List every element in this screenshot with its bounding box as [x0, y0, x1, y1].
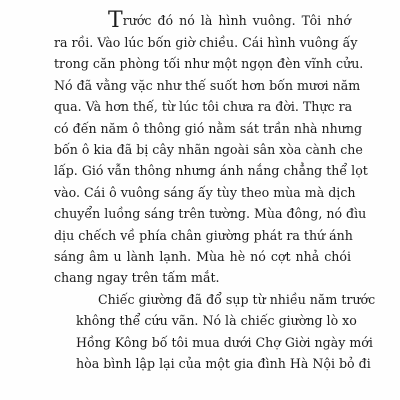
text-line: có đến năm ô thông gió nằm sát trần nhà nhưng — [54, 120, 363, 136]
text-line: không thể cứu vãn. Nó là chiếc giường lò xo — [76, 313, 357, 329]
text-line: lấp. Gió vẫn thông nhưng ánh nắng chẳng thể lọt — [54, 163, 368, 179]
text-line: Hồng Kông bố tôi mua dưới Chợ Giời ngày mới — [76, 334, 373, 350]
line-text: rước đó nó là hình vuông. Tôi nhớ — [122, 13, 351, 28]
text-line: trong căn phòng tối như một ngọn đèn vĩnh cửu. — [54, 56, 364, 72]
text-line: qua. Và hơn thế, từ lúc tôi chưa ra đời. Thực ra — [54, 99, 353, 115]
text-line: Chiếc giường đã đổ sụp từ nhiều năm trước — [98, 291, 376, 307]
text-line: vào. Cái ô vuông sáng ấy tùy theo mùa mà dịch — [54, 184, 356, 200]
text-line: dịu chếch về phía chân giường phát ra thứ ánh — [54, 227, 353, 243]
text-line: ra rồi. Vào lúc bốn giờ chiều. Cái hình vuông ấy — [54, 35, 358, 50]
paragraph-2 — [54, 289, 376, 375]
text-line: chuyển luồng sáng trên tường. Mùa đông, nó đìu — [54, 206, 367, 222]
text-line: bốn ô kia đã bị cây nhãn ngoài sân xòa cành che — [54, 142, 363, 158]
text-line: sáng âm u lành lạnh. Mùa hè nó cợt nhả chói — [54, 249, 351, 265]
text-line — [54, 10, 351, 32]
text-line: chang ngay trên tấm mắt. — [54, 270, 220, 286]
body-text — [54, 8, 376, 375]
paragraph-1 — [54, 8, 368, 289]
drop-cap: T — [108, 8, 123, 33]
text-line: Nó đã vằng vặc như thế suốt hơn bốn mươi năm — [54, 77, 361, 93]
text-line: hòa bình lập lại của một gia đình Hà Nội bỏ đi — [76, 356, 371, 372]
